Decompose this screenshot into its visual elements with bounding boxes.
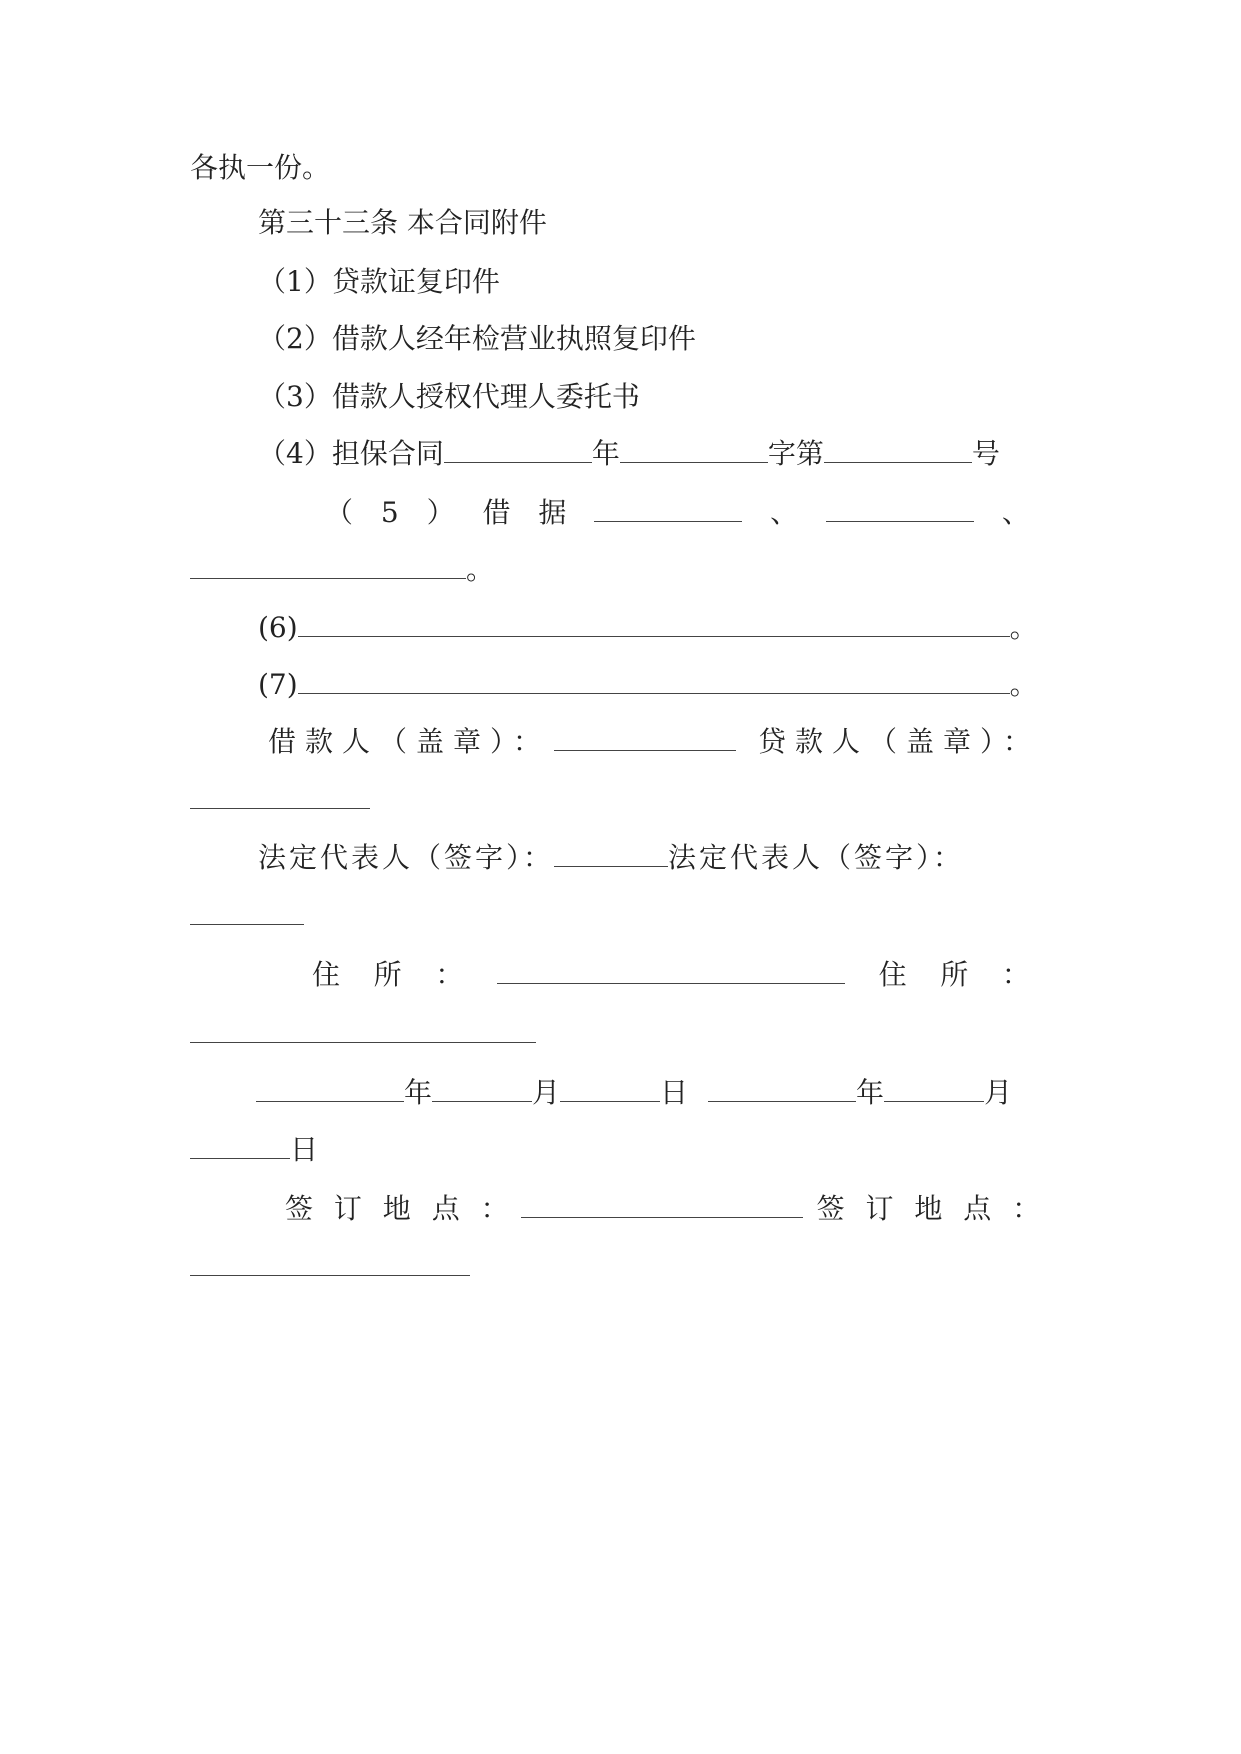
lender-seal-label: 贷款人（盖章）： — [758, 725, 1041, 758]
date-day-blank-2[interactable] — [190, 1132, 290, 1159]
item7-prefix: (7) — [258, 668, 298, 701]
date-line-cont — [190, 1130, 318, 1170]
borrower-seal-blank[interactable] — [554, 724, 736, 751]
address-label-2c: ： — [1001, 958, 1030, 991]
date-month-blank-1[interactable] — [432, 1075, 532, 1102]
item5-sep1: 、 — [770, 496, 799, 529]
item6-prefix: (6) — [258, 611, 298, 644]
place-label-2: 签 订 地 点 ： — [816, 1192, 1047, 1225]
place-line — [285, 1189, 1046, 1229]
item6-end: 。 — [1009, 611, 1038, 644]
address-label-2a: 住 — [878, 958, 907, 991]
place-label-1: 签 订 地 点 ： — [285, 1192, 515, 1225]
item5-num: 5 — [380, 496, 399, 529]
address-blank-2[interactable] — [190, 1016, 536, 1043]
date-line — [256, 1073, 1012, 1113]
date-day-blank-1[interactable] — [560, 1075, 660, 1102]
address-label-1c: ： — [435, 958, 464, 991]
borrower-seal-label: 借款人（盖章）： — [268, 725, 551, 758]
date-month-blank-2[interactable] — [884, 1075, 984, 1102]
item4-blank-2[interactable] — [620, 436, 768, 463]
attachment-item-5 — [325, 493, 1030, 533]
date-year-blank-2[interactable] — [708, 1075, 856, 1102]
continuation-line: 各执一份。 — [190, 151, 331, 184]
item4-prefix: （4）担保合同 — [258, 437, 444, 470]
item7-blank[interactable] — [298, 667, 1010, 694]
item5-paren-close: ） — [426, 496, 455, 529]
item6-blank[interactable] — [298, 610, 1010, 637]
seal-line — [268, 722, 1040, 762]
attachment-item-5-cont — [190, 550, 494, 590]
place-blank-2[interactable] — [190, 1249, 470, 1276]
date-day-1: 日 — [660, 1076, 689, 1109]
attachment-item-3: （3）借款人授权代理人委托书 — [258, 380, 640, 413]
item4-blank-3[interactable] — [824, 436, 972, 463]
address-label-2b: 所 — [940, 958, 969, 991]
legal-rep-blank-1[interactable] — [554, 840, 668, 867]
item4-no: 号 — [971, 437, 1000, 470]
article-heading: 第三十三条 本合同附件 — [258, 206, 547, 239]
attachment-item-7 — [258, 665, 1038, 705]
date-day-2: 日 — [290, 1133, 319, 1166]
legal-rep-label-1: 法定代表人（签字）： — [258, 841, 555, 874]
place-blank-1[interactable] — [521, 1191, 803, 1218]
item5-blank-2[interactable] — [826, 495, 974, 522]
legal-rep-line — [258, 838, 964, 878]
attachment-item-4 — [258, 434, 1000, 474]
attachment-item-1: （1）贷款证复印件 — [258, 265, 500, 298]
date-month-1: 月 — [532, 1076, 561, 1109]
item5-sep2: 、 — [1001, 496, 1030, 529]
date-year-blank-1[interactable] — [256, 1075, 404, 1102]
legal-rep-blank-2[interactable] — [190, 898, 304, 925]
legal-rep-label-2: 法定代表人（签字）： — [668, 841, 965, 874]
address-line — [312, 955, 1030, 995]
item5-end: 。 — [466, 553, 495, 586]
place-line-cont — [190, 1247, 470, 1287]
address-line-cont — [190, 1014, 536, 1054]
lender-seal-blank[interactable] — [190, 782, 370, 809]
address-label-1a: 住 — [312, 958, 341, 991]
item4-char: 字第 — [767, 437, 824, 470]
item5-blank-1[interactable] — [594, 495, 742, 522]
item5-word2: 据 — [538, 496, 567, 529]
date-year-1: 年 — [404, 1076, 433, 1109]
item4-blank-1[interactable] — [444, 436, 592, 463]
date-year-2: 年 — [856, 1076, 885, 1109]
item5-blank-3[interactable] — [190, 552, 466, 579]
address-label-1b: 所 — [373, 958, 402, 991]
item5-paren-open: （ — [325, 496, 354, 529]
attachment-item-2: （2）借款人经年检营业执照复印件 — [258, 322, 696, 355]
date-month-2: 月 — [984, 1076, 1013, 1109]
seal-line-cont — [190, 780, 370, 820]
attachment-item-6 — [258, 608, 1038, 648]
address-blank-1[interactable] — [497, 957, 845, 984]
item5-word1: 借 — [482, 496, 511, 529]
item7-end: 。 — [1009, 668, 1038, 701]
legal-rep-line-cont — [190, 896, 304, 936]
item4-year: 年 — [591, 437, 620, 470]
